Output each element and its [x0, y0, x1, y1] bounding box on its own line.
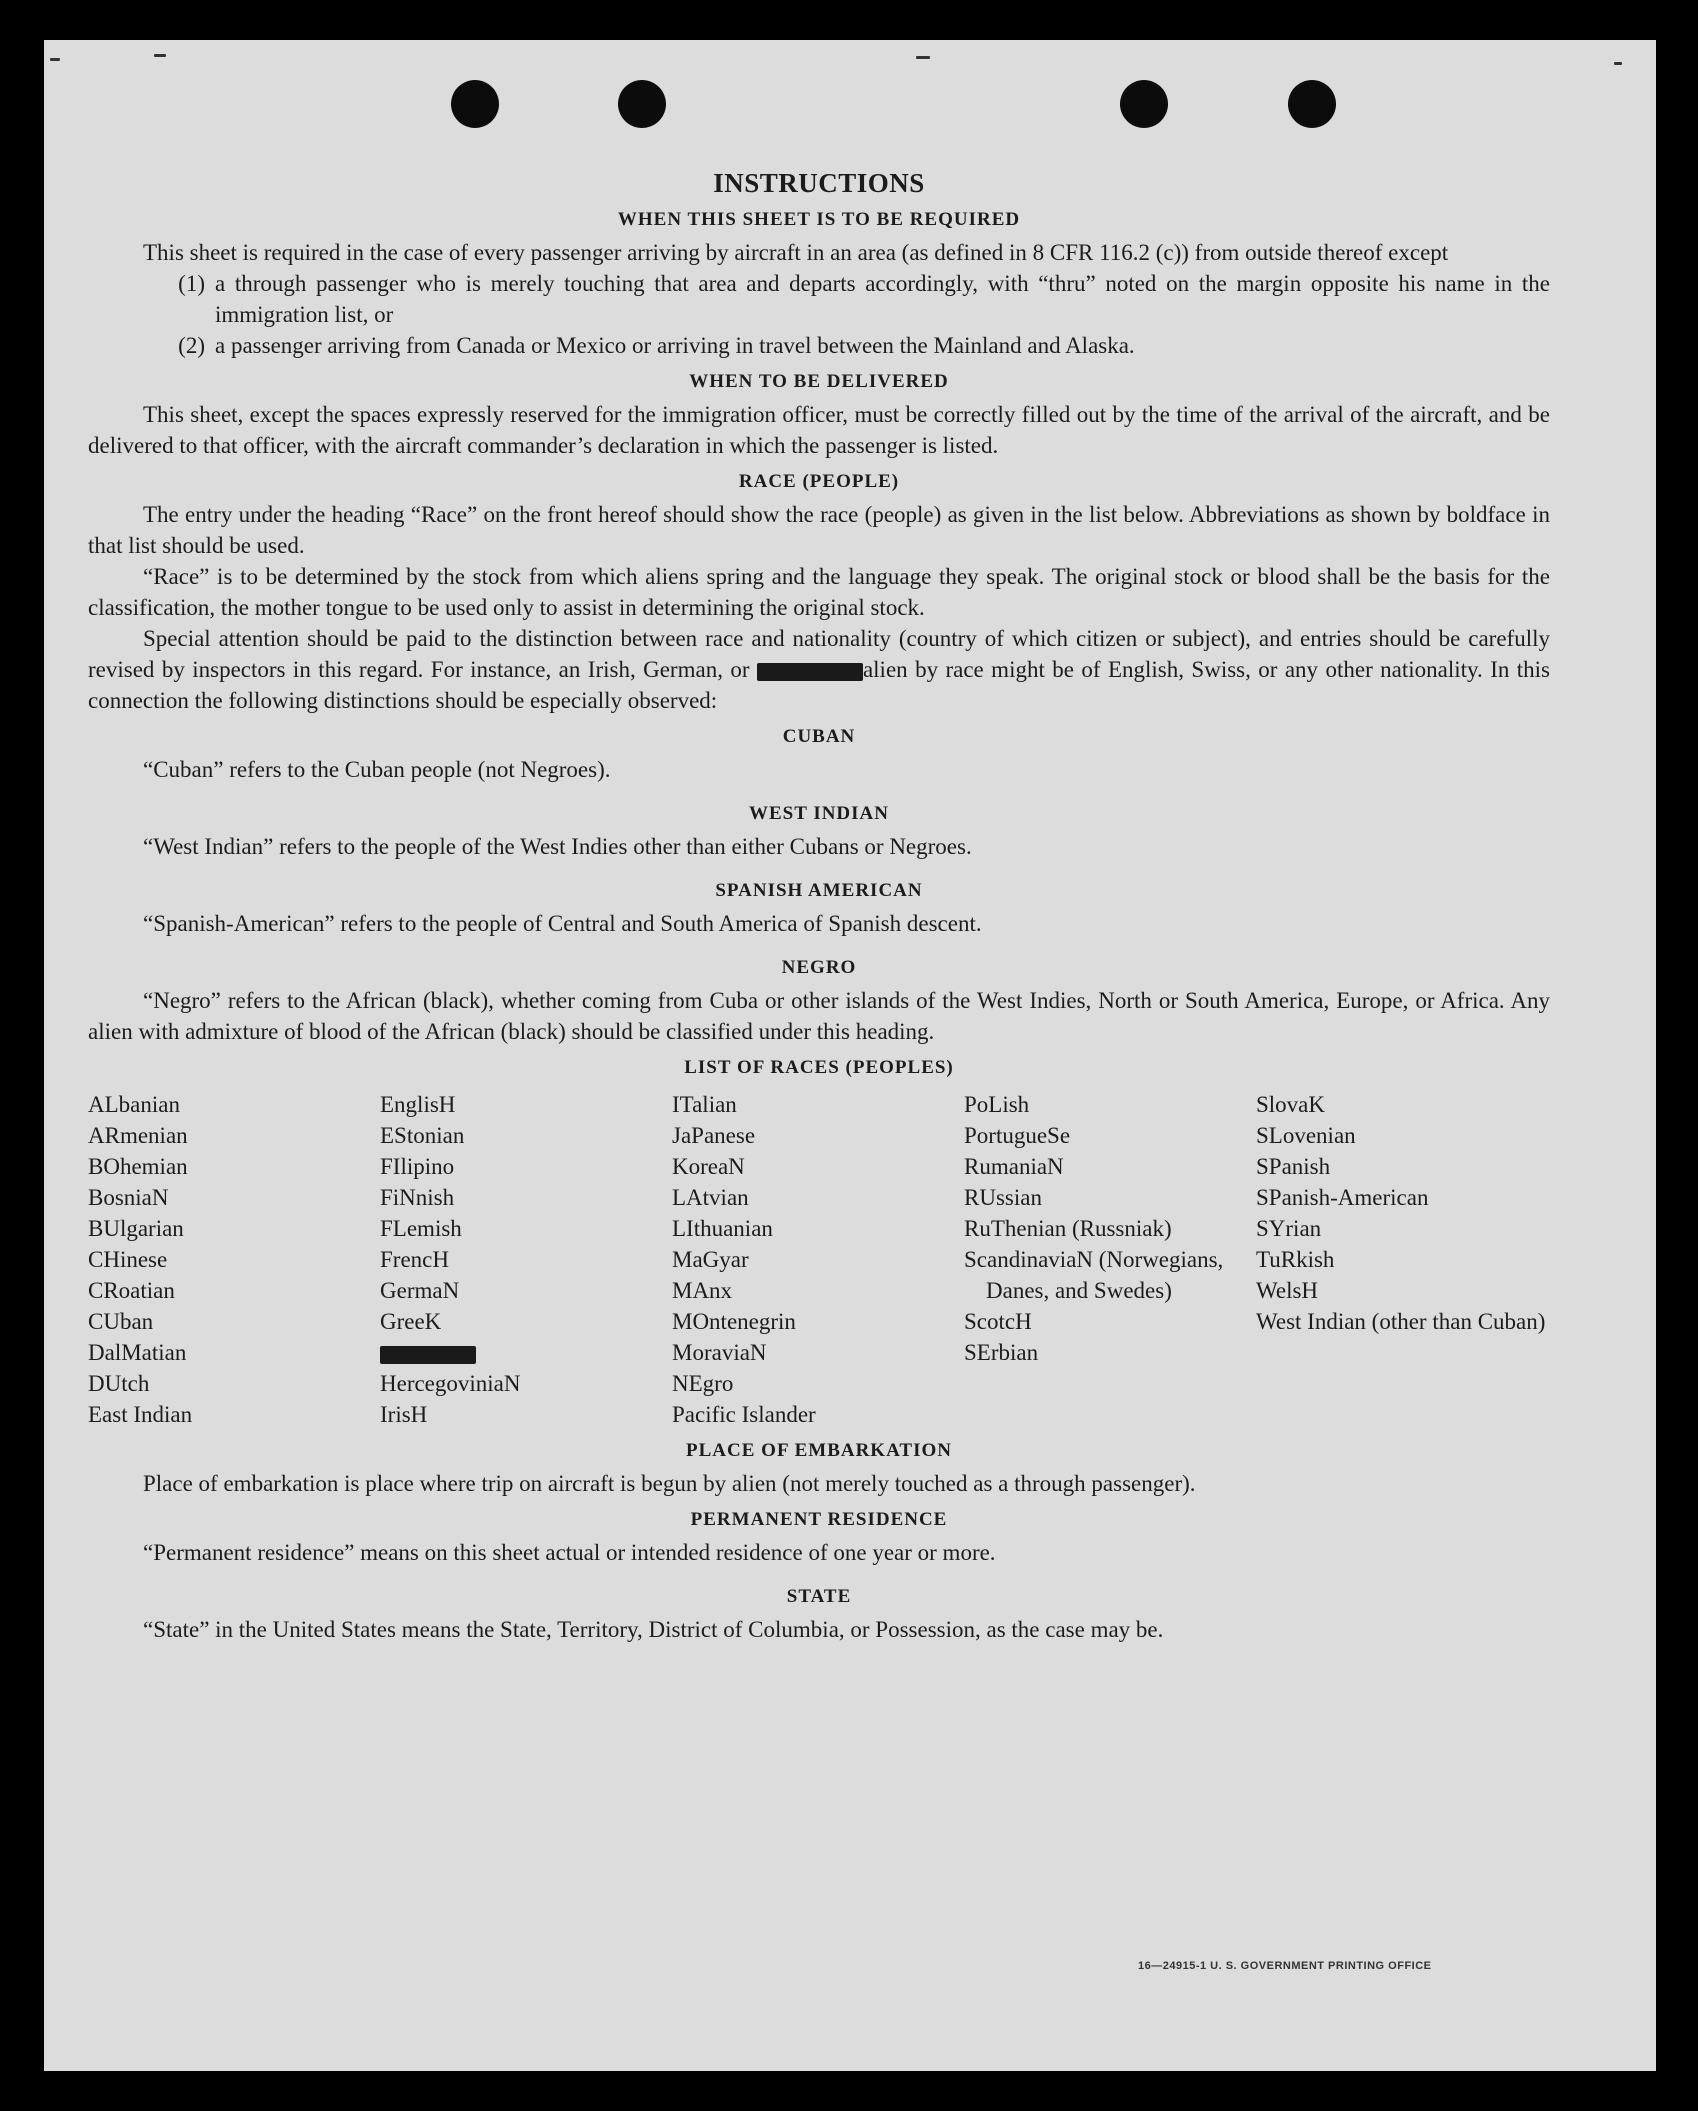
race-item: WelsH	[1256, 1278, 1319, 1303]
section-heading-residence: PERMANENT RESIDENCE	[690, 1509, 948, 1530]
race-column	[88, 1089, 380, 1430]
races-list	[88, 1089, 1550, 1430]
race-item: ITalian	[672, 1092, 737, 1117]
race-item: FiNnish	[380, 1185, 455, 1210]
def-heading-spanish-american: SPANISH AMERICAN	[715, 880, 923, 901]
section-heading-race: RACE (PEOPLE)	[738, 471, 900, 492]
exception-item-1: (1) a through passenger who is merely touching that area and departs accordingly, with “thru” noted on the margin opposite his name in the immigration list, or	[178, 271, 1550, 327]
print-footer: 16—24915-1 U. S. GOVERNMENT PRINTING OFFICE	[1138, 1960, 1432, 1972]
race-item: EnglisH	[380, 1092, 456, 1117]
race-item: MAnx	[672, 1278, 733, 1303]
section-heading-embarkation: PLACE OF EMBARKATION	[686, 1440, 952, 1461]
race-item: East Indian	[88, 1402, 193, 1427]
race-item: JaPanese	[672, 1123, 756, 1148]
section-heading-state: STATE	[786, 1586, 852, 1607]
required-intro: This sheet is required in the case of every passenger arriving by aircraft in an area (as defined in 8 CFR 116.2 (c)) from outside thereof except	[143, 240, 1449, 265]
race-item: GermaN	[380, 1278, 460, 1303]
race-column	[964, 1089, 1256, 1430]
race-item: RumaniaN	[964, 1154, 1064, 1179]
page-title: INSTRUCTIONS	[713, 168, 925, 198]
race-item: CHinese	[88, 1247, 168, 1272]
form-sheet	[44, 40, 1656, 2071]
race-item: SPanish	[1256, 1154, 1331, 1179]
race-item: EStonian	[380, 1123, 465, 1148]
race-item: KoreaN	[672, 1154, 745, 1179]
race-item: LIthuanian	[672, 1216, 773, 1241]
race-item: RUssian	[964, 1185, 1042, 1210]
def-heading-cuban: CUBAN	[782, 726, 856, 747]
punch-hole-3	[1120, 80, 1168, 128]
race-item: SErbian	[964, 1340, 1039, 1365]
race-paragraph-2: “Race” is to be determined by the stock from which aliens spring and the language they speak. The original stock or blood shall be the basis for the classification, the mother tongue to be used only to assist in determining the original stock.	[88, 564, 1550, 620]
race-item: NEgro	[672, 1371, 734, 1396]
race-item: MoraviaN	[672, 1340, 767, 1365]
section-heading-required: WHEN THIS SHEET IS TO BE REQUIRED	[617, 209, 1021, 230]
race-item: FLemish	[380, 1216, 462, 1241]
redaction-mark	[757, 663, 863, 681]
speck	[50, 58, 60, 61]
race-item: SLovenian	[1256, 1123, 1356, 1148]
race-item: SYrian	[1256, 1216, 1322, 1241]
race-item: RuThenian (Russniak)	[964, 1216, 1172, 1241]
race-item: CRoatian	[88, 1278, 175, 1303]
race-item: MOntenegrin	[672, 1309, 796, 1334]
race-item: Pacific Islander	[672, 1402, 816, 1427]
race-item: FIlipino	[380, 1154, 455, 1179]
punch-hole-1	[451, 80, 499, 128]
section-heading-delivered: WHEN TO BE DELIVERED	[689, 371, 949, 392]
race-item: PortugueSe	[964, 1123, 1071, 1148]
def-text-spanish-american: “Spanish-American” refers to the people of Central and South America of Spanish descent.	[143, 911, 982, 936]
residence-text: “Permanent residence” means on this sheet actual or intended residence of one year or more.	[143, 1540, 996, 1565]
punch-hole-4	[1288, 80, 1336, 128]
def-text-negro: “Negro” refers to the African (black), whether coming from Cuba or other islands of the West Indies, North or South America, Europe, or Africa. Any alien with admixture of blood of the African (black) should be classified under this heading.	[88, 988, 1550, 1044]
race-item: FrencH	[380, 1247, 449, 1272]
race-item: MaGyar	[672, 1247, 749, 1272]
race-column	[672, 1089, 964, 1430]
race-column	[1256, 1089, 1548, 1430]
delivered-text: This sheet, except the spaces expressly reserved for the immigration officer, must be correctly filled out by the time of the arrival of the aircraft, and be delivered to that officer, with the aircraft commander’s declaration in which the passenger is listed.	[88, 402, 1550, 458]
race-item: CUban	[88, 1309, 154, 1334]
race-item: TuRkish	[1256, 1247, 1335, 1272]
race-item: BUlgarian	[88, 1216, 184, 1241]
race-item: PoLish	[964, 1092, 1030, 1117]
race-item: West Indian (other than Cuban)	[1256, 1309, 1546, 1334]
race-paragraph-3: Special attention should be paid to the distinction between race and nationality (country of which citizen or subject), and entries should be carefully revised by inspectors in this regard. For instance, an Irish, German, or alien by race might be of English, Swiss, or any other nationality. In this connection the following distinctions should be especially observed:	[88, 626, 1550, 713]
def-text-west-indian: “West Indian” refers to the people of the West Indies other than either Cubans or Negroes.	[143, 834, 972, 859]
race-item: ARmenian	[88, 1123, 188, 1148]
speck	[154, 54, 166, 57]
race-item	[380, 1337, 672, 1368]
speck	[1614, 62, 1622, 65]
race-item: IrisH	[380, 1402, 428, 1427]
race-column	[380, 1089, 672, 1430]
race-item: GreeK	[380, 1309, 442, 1334]
race-item: ALbanian	[88, 1092, 180, 1117]
race-item: HercegoviniaN	[380, 1371, 521, 1396]
redaction-mark	[380, 1346, 476, 1364]
race-item: SlovaK	[1256, 1092, 1325, 1117]
embarkation-text: Place of embarkation is place where trip on aircraft is begun by alien (not merely touched as a through passenger).	[143, 1471, 1196, 1496]
races-list-heading: LIST OF RACES (PEOPLES)	[684, 1057, 954, 1078]
race-item: LAtvian	[672, 1185, 749, 1210]
state-text: “State” in the United States means the State, Territory, District of Columbia, or Possession, as the case may be.	[143, 1617, 1164, 1642]
exception-item-2: (2) a passenger arriving from Canada or Mexico or arriving in travel between the Mainland and Alaska.	[178, 333, 1135, 358]
race-item: SPanish-American	[1256, 1185, 1429, 1210]
race-item: DalMatian	[88, 1340, 187, 1365]
race-item: BosniaN	[88, 1185, 169, 1210]
race-item: BOhemian	[88, 1154, 188, 1179]
race-paragraph-1: The entry under the heading “Race” on the front hereof should show the race (people) as given in the list below. Abbreviations as shown by boldface in that list should be used.	[88, 502, 1550, 558]
def-text-cuban: “Cuban” refers to the Cuban people (not Negroes).	[143, 757, 611, 782]
def-heading-west-indian: WEST INDIAN	[749, 803, 889, 824]
punch-hole-2	[618, 80, 666, 128]
speck	[916, 56, 930, 59]
instructions-content	[88, 168, 1550, 1645]
def-heading-negro: NEGRO	[781, 957, 857, 978]
race-item: ScandinaviaN (Norwegians, Danes, and Swedes)	[964, 1247, 1224, 1303]
race-item: ScotcH	[964, 1309, 1032, 1334]
race-item: DUtch	[88, 1371, 150, 1396]
